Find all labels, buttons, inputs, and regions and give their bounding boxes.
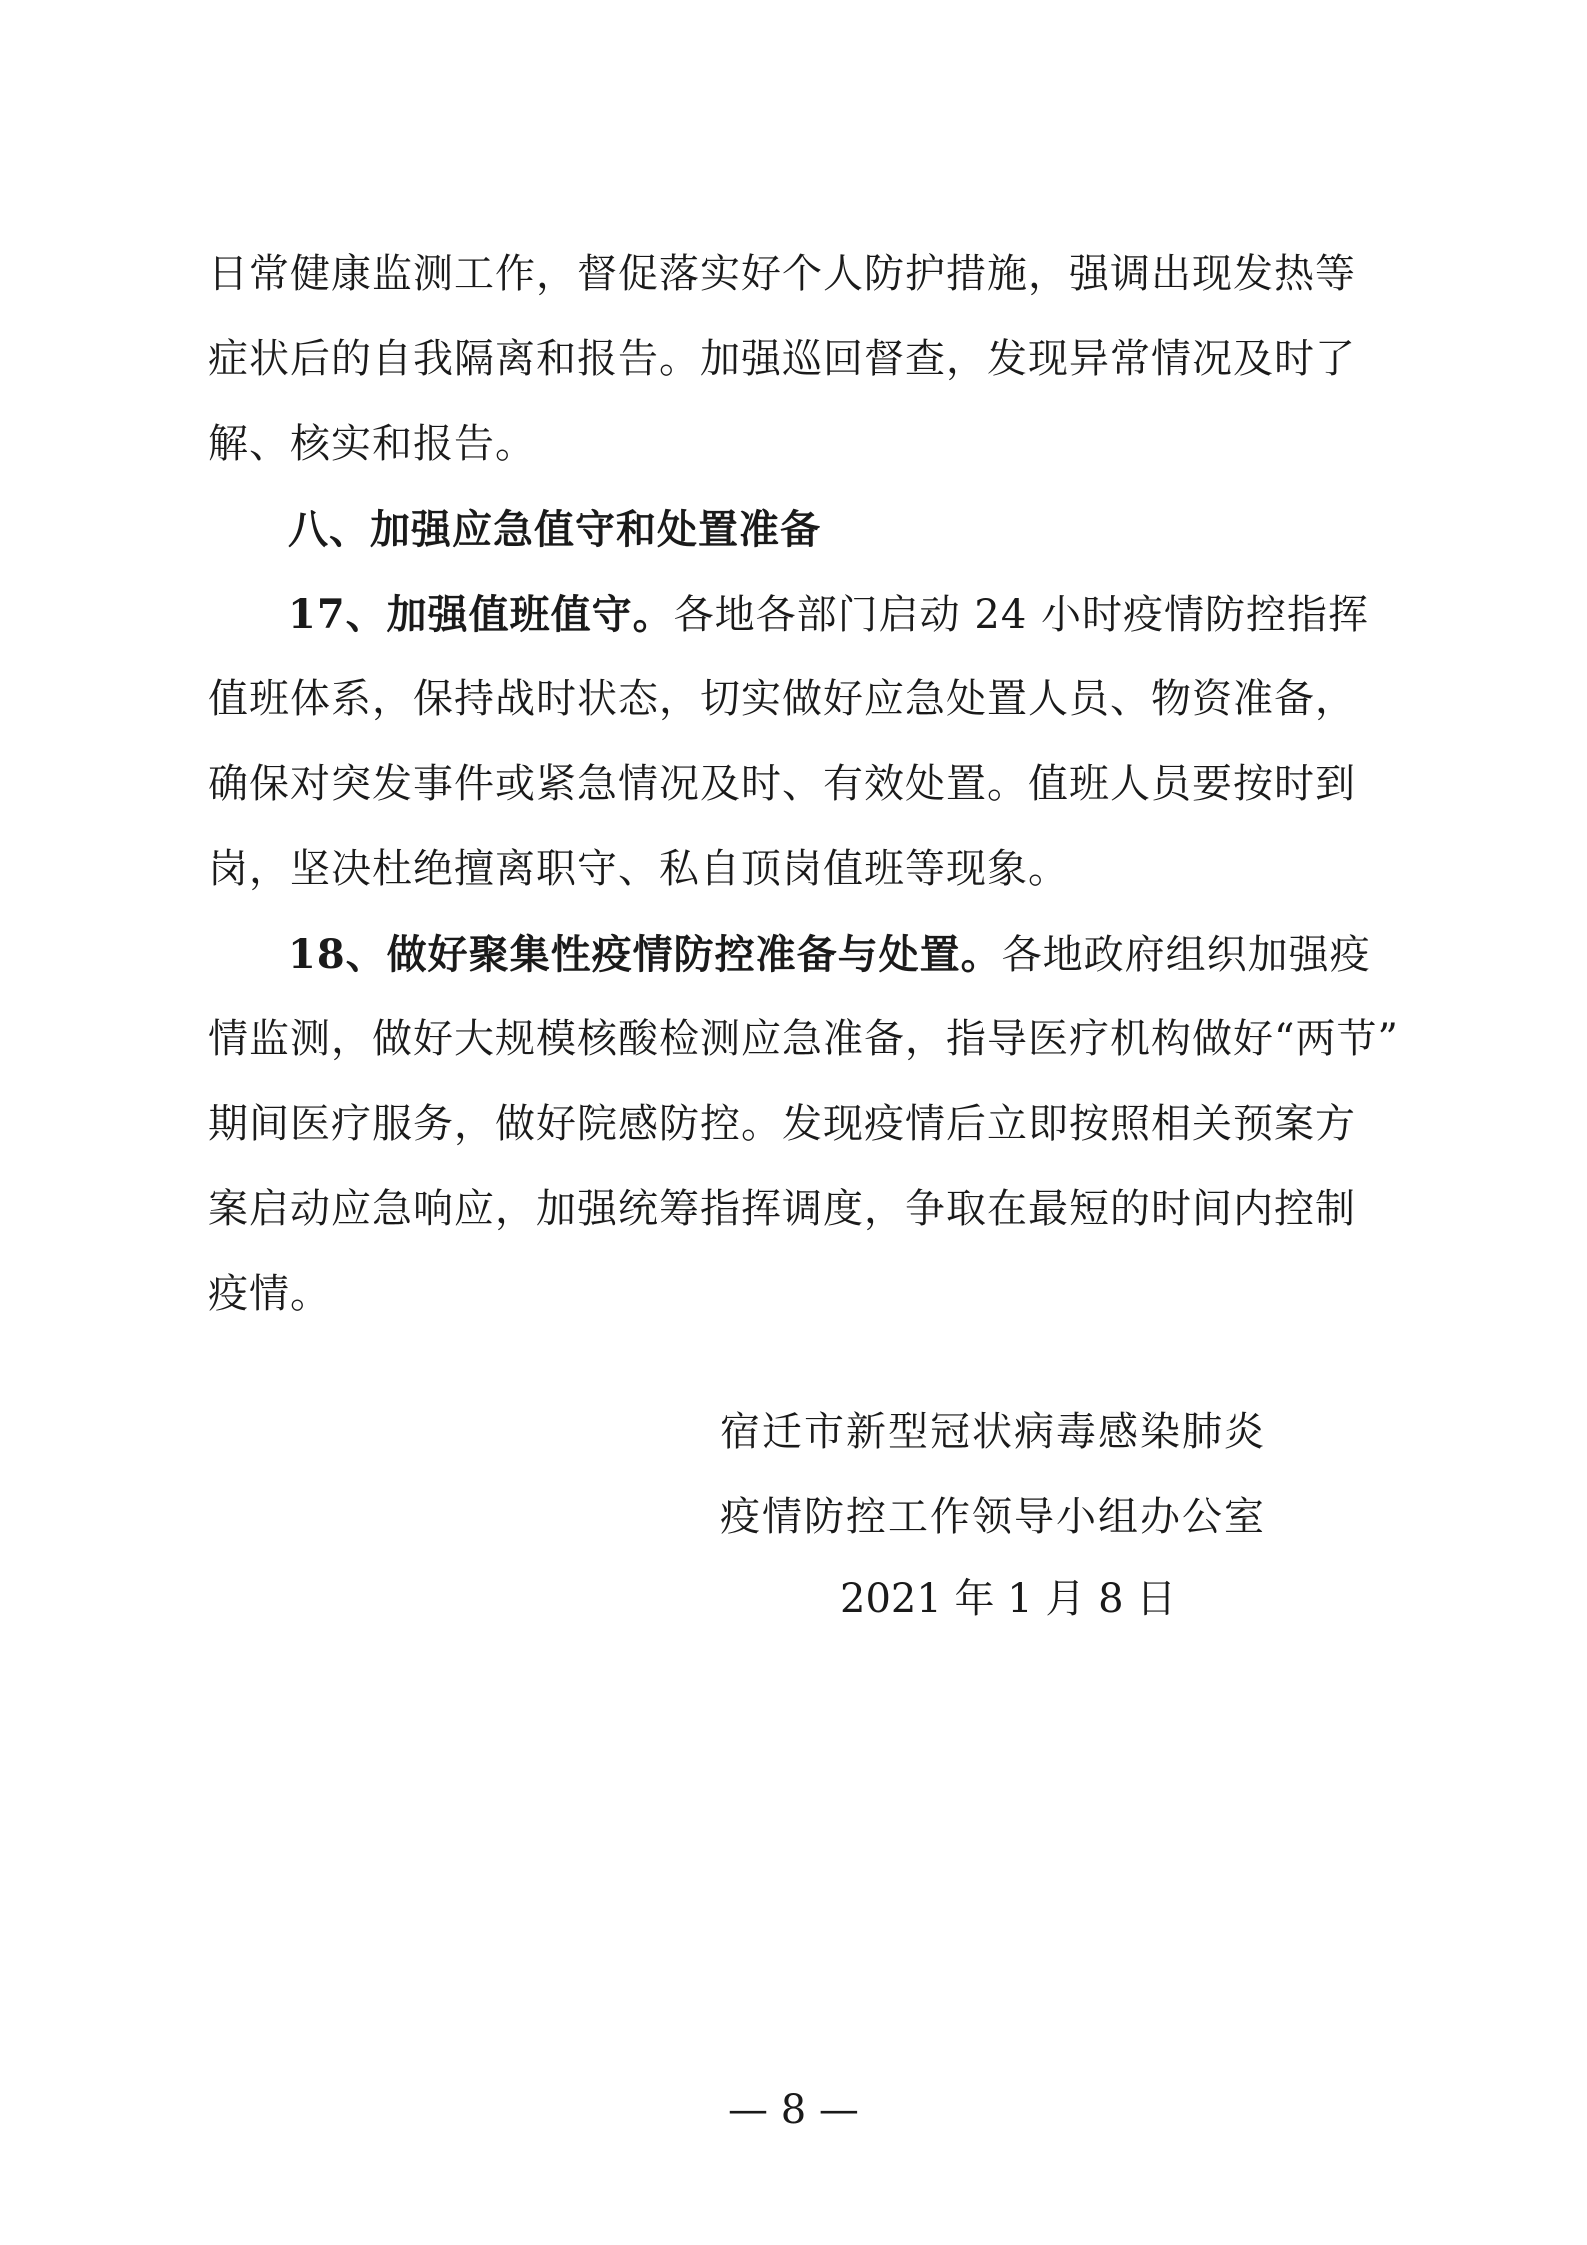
page-number: — 8 — <box>728 2087 859 2133</box>
signature-date: 2021 年 1 月 8 日 <box>840 1576 1177 1622</box>
paragraph-line: 疫情。 <box>208 1271 331 1317</box>
signature-org-line-2: 疫情防控工作领导小组办公室 <box>720 1494 1266 1540</box>
item-17-text: 各地各部门启动 24 小时疫情防控指挥 <box>673 592 1369 638</box>
item-17-heading: 17、加强值班值守。 <box>288 591 674 638</box>
item-18-text: 各地政府组织加强疫 <box>1001 932 1371 978</box>
item-18-heading: 18、做好聚集性疫情防控准备与处置。 <box>288 931 1002 978</box>
document-body <box>208 232 1399 1337</box>
paragraph-line: 值班体系，保持战时状态，切实做好应急处置人员、物资准备， <box>208 676 1356 722</box>
signature-block <box>720 1390 1340 1560</box>
paragraph-line: 期间医疗服务，做好院感防控。发现疫情后立即按照相关预案方 <box>208 1101 1356 1147</box>
paragraph-line: 案启动应急响应，加强统筹指挥调度，争取在最短的时间内控制 <box>208 1186 1356 1232</box>
paragraph-line: 解、核实和报告。 <box>208 421 536 467</box>
paragraph-line: 岗，坚决杜绝擅离职守、私自顶岗值班等现象。 <box>208 846 1069 892</box>
section-heading: 八、加强应急值守和处置准备 <box>288 506 821 553</box>
paragraph-line: 日常健康监测工作，督促落实好个人防护措施，强调出现发热等 <box>208 251 1356 297</box>
paragraph-line: 确保对突发事件或紧急情况及时、有效处置。值班人员要按时到 <box>208 761 1356 807</box>
paragraph-line: 情监测，做好大规模核酸检测应急准备，指导医疗机构做好“两节” <box>208 1016 1399 1062</box>
signature-org-line-1: 宿迁市新型冠状病毒感染肺炎 <box>720 1409 1266 1455</box>
paragraph-line: 症状后的自我隔离和报告。加强巡回督查，发现异常情况及时了 <box>208 336 1356 382</box>
item-17-first-line <box>208 572 1388 657</box>
item-18-first-line <box>208 912 1388 997</box>
